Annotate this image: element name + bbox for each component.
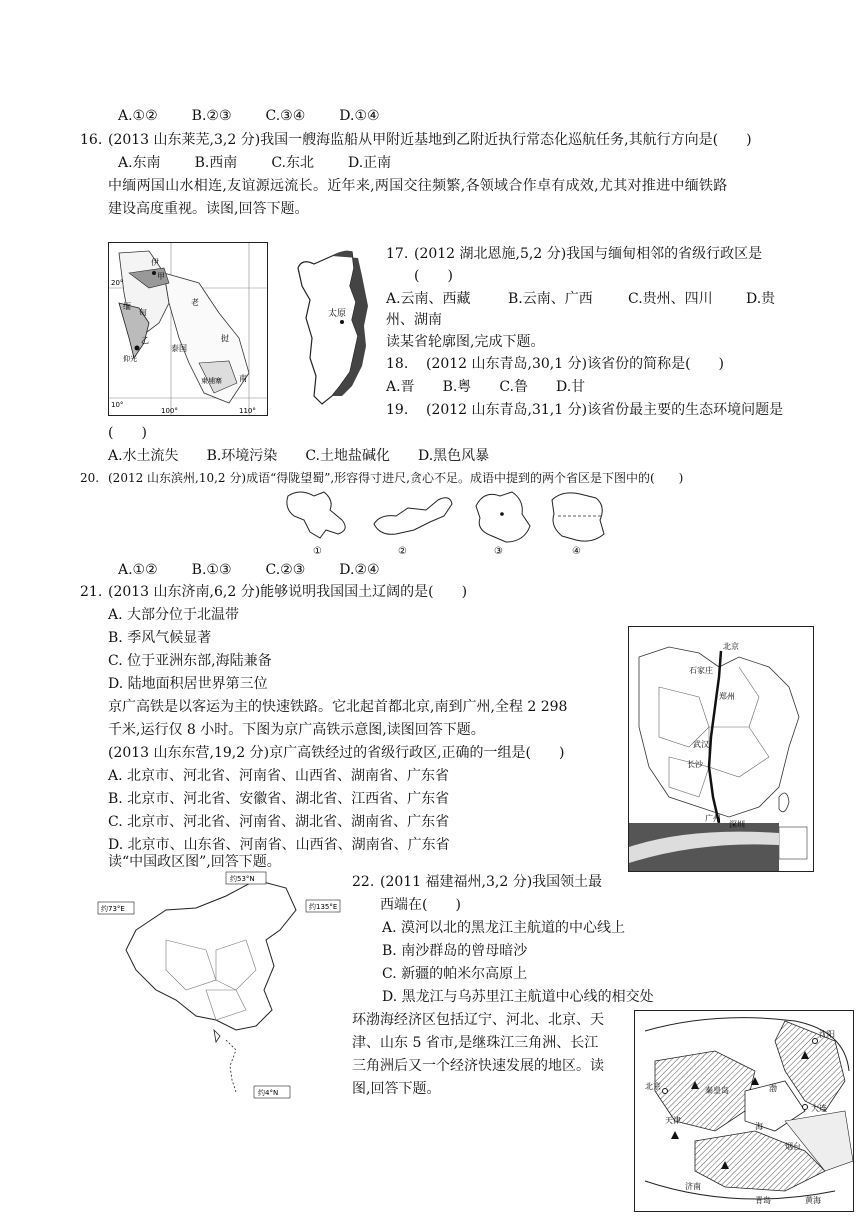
q20-options bbox=[118, 560, 414, 580]
label-135e: 约135°E bbox=[309, 903, 338, 911]
q20-text: (2012 山东滨州,10,2 分)成语“得陇望蜀”,形容得寸进尺,贪心不足。成语中提到的两个省区是下图中的( ) bbox=[108, 471, 684, 485]
tick-110: 110° bbox=[239, 407, 256, 415]
option-a[interactable]: A.①② bbox=[118, 562, 158, 578]
q18-options bbox=[386, 377, 619, 397]
option-c[interactable]: C.②③ bbox=[265, 562, 306, 578]
q21-option-b[interactable]: B. 季风气候显著 bbox=[108, 630, 212, 646]
q17-text: (2012 湖北恩施,5,2 分)我国与缅甸相邻的省级行政区是 bbox=[414, 246, 763, 262]
q19-options bbox=[108, 446, 523, 466]
option-b[interactable]: B.环境污染 bbox=[206, 448, 278, 464]
bohai-economic-zone-map bbox=[634, 1010, 854, 1212]
label-shijiazhuang: 石家庄 bbox=[689, 666, 713, 675]
q16-number: 16. bbox=[80, 132, 103, 148]
option-d[interactable]: D.甘 bbox=[555, 379, 586, 395]
option-a[interactable]: A.①② bbox=[118, 108, 158, 124]
q19-number: 19. bbox=[386, 402, 409, 418]
option-a[interactable]: A.云南、西藏 bbox=[386, 291, 471, 307]
shape-label-4: ④ bbox=[572, 546, 581, 557]
shanxi-outline-map bbox=[292, 246, 376, 412]
intro-bohai-line3: 三角洲后又一个经济快速发展的地区。读 bbox=[352, 1058, 604, 1074]
label-beijing: 北京 bbox=[645, 1082, 661, 1091]
option-c[interactable]: C.贵州、四川 bbox=[628, 291, 713, 307]
q17-options-line2: 州、湖南 bbox=[386, 312, 442, 328]
southeast-asia-map bbox=[108, 242, 268, 416]
option-a[interactable]: A.晋 bbox=[386, 379, 415, 395]
china-political-map bbox=[96, 870, 342, 1102]
jingguang-rail-map bbox=[628, 626, 814, 872]
option-d[interactable]: D.黑色风暴 bbox=[417, 448, 490, 464]
label-73e: 约73°E bbox=[101, 905, 125, 913]
map-label-yangon: 仰光 bbox=[123, 355, 137, 363]
q17-number: 17. bbox=[386, 246, 409, 262]
map-label-mian: 缅 bbox=[123, 302, 131, 311]
intro-myanmar-line1: 中缅两国山水相连,友谊源远流长。近年来,两国交往频繁,各领域合作卓有成效,尤其对推进中缅铁路 bbox=[108, 178, 728, 194]
option-d[interactable]: D.②④ bbox=[339, 562, 380, 578]
label-qingdao: 青岛 bbox=[755, 1196, 771, 1205]
map-label-lao: 老 bbox=[191, 298, 199, 307]
label-hai: 海 bbox=[755, 1122, 763, 1131]
label-beijing: 北京 bbox=[723, 642, 739, 651]
intro-province: 读某省轮廓图,完成下题。 bbox=[386, 334, 545, 350]
map-label-yi: 伊 bbox=[151, 258, 159, 267]
option-c[interactable]: C.鲁 bbox=[499, 379, 528, 395]
map-label-thailand: 泰国 bbox=[171, 344, 187, 353]
label-bo: 渤 bbox=[769, 1084, 777, 1093]
option-b[interactable]: B.①③ bbox=[191, 562, 232, 578]
map-label-dian: 甸 bbox=[139, 308, 147, 317]
prev-question-options bbox=[118, 106, 414, 126]
q20-number: 20. bbox=[80, 471, 100, 485]
label-wuhan: 武汉 bbox=[693, 740, 709, 749]
option-c[interactable]: C.土地盐碱化 bbox=[305, 448, 390, 464]
intro-china: 读“中国政区图”,回答下题。 bbox=[108, 854, 281, 870]
q22-text-line2: 西端在( ) bbox=[380, 897, 461, 913]
label-tianjin: 天津 bbox=[665, 1116, 681, 1125]
q21-option-a[interactable]: A. 大部分位于北温带 bbox=[108, 607, 240, 623]
label-53n: 约53°N bbox=[230, 875, 255, 883]
city-taiyuan: 太原 bbox=[328, 309, 347, 319]
option-b[interactable]: B.云南、广西 bbox=[508, 291, 593, 307]
label-zhengzhou: 郑州 bbox=[719, 692, 735, 701]
shape-label-2: ② bbox=[398, 546, 407, 557]
shape-label-3: ③ bbox=[494, 546, 503, 557]
q22-text-line1: (2011 福建福州,3,2 分)我国领土最 bbox=[380, 874, 603, 890]
option-b[interactable]: B.西南 bbox=[194, 155, 238, 171]
label-yantai: 烟台 bbox=[785, 1142, 801, 1151]
option-c[interactable]: C.东北 bbox=[271, 155, 314, 171]
q18-number: 18. bbox=[386, 356, 409, 372]
q21-option-d[interactable]: D. 陆地面积居世界第三位 bbox=[108, 676, 268, 692]
rail-question-text: (2013 山东东营,19,2 分)京广高铁经过的省级行政区,正确的一组是( ) bbox=[108, 745, 565, 761]
tick-100: 100° bbox=[161, 407, 178, 415]
map-label-jia: 甲 bbox=[157, 272, 165, 281]
label-jinan: 济南 bbox=[685, 1182, 701, 1191]
intro-rail-line1: 京广高铁是以客运为主的快速铁路。它北起首都北京,南到广州,全程 2 298 bbox=[108, 699, 568, 715]
label-qinhuangdao: 秦皇岛 bbox=[705, 1086, 729, 1095]
label-4n: 约4°N bbox=[258, 1089, 279, 1097]
option-a[interactable]: A.东南 bbox=[118, 155, 161, 171]
label-guangzhou: 广州 bbox=[705, 814, 721, 823]
intro-bohai-line4: 图,回答下题。 bbox=[352, 1081, 441, 1097]
q22-option-c[interactable]: C. 新疆的帕米尔高原上 bbox=[382, 966, 528, 982]
intro-bohai-line1: 环渤海经济区包括辽宁、河北、北京、天 bbox=[352, 1012, 604, 1028]
q19-blank[interactable]: ( ) bbox=[108, 425, 147, 441]
q22-option-b[interactable]: B. 南沙群岛的曾母暗沙 bbox=[382, 943, 528, 959]
q22-option-a[interactable]: A. 漠河以北的黑龙江主航道的中心线上 bbox=[382, 920, 626, 936]
option-c[interactable]: C.③④ bbox=[265, 108, 306, 124]
rail-option-a[interactable]: A. 北京市、河北省、河南省、山西省、湖南省、广东省 bbox=[108, 768, 450, 784]
map-label-yi2: 乙 bbox=[141, 336, 149, 345]
label-dalian: 大连 bbox=[811, 1104, 827, 1113]
label-changsha: 长沙 bbox=[687, 760, 703, 769]
tick-20: 20° bbox=[111, 279, 124, 287]
q21-text: (2013 山东济南,6,2 分)能够说明我国国土辽阔的是( ) bbox=[108, 584, 468, 600]
option-d[interactable]: D.正南 bbox=[347, 155, 392, 171]
q16-text: (2013 山东莱芜,3,2 分)我国一艘海监船从甲附近基地到乙附近执行常态化巡航任务,其航行方向是( ) bbox=[108, 132, 752, 148]
tick-10: 10° bbox=[111, 401, 124, 409]
q18-text: (2012 山东青岛,30,1 分)该省份的简称是( ) bbox=[426, 356, 724, 372]
q22-option-d[interactable]: D. 黑龙江与乌苏里江主航道中心线的相交处 bbox=[382, 989, 654, 1005]
option-b[interactable]: B.粤 bbox=[442, 379, 472, 395]
intro-rail-line2: 千米,运行仅 8 小时。下图为京广高铁示意图,读图回答下题。 bbox=[108, 722, 485, 738]
map-label-cambodia: 柬埔寨 bbox=[201, 377, 222, 385]
q19-text: (2012 山东青岛,31,1 分)该省份最主要的生态环境问题是 bbox=[426, 402, 784, 418]
map-label-wo: 挝 bbox=[221, 334, 229, 343]
rail-option-c[interactable]: C. 北京市、河北省、河南省、湖北省、湖南省、广东省 bbox=[108, 814, 450, 830]
q17-options-line1 bbox=[386, 289, 775, 309]
option-b[interactable]: B.②③ bbox=[191, 108, 232, 124]
q17-blank[interactable]: ( ) bbox=[414, 268, 453, 284]
option-d[interactable]: D.贵 bbox=[746, 291, 776, 307]
q16-options bbox=[118, 153, 425, 173]
map-label-nan: 南 bbox=[239, 374, 247, 383]
rail-option-b[interactable]: B. 北京市、河北省、安徽省、湖北省、江西省、广东省 bbox=[108, 791, 450, 807]
intro-bohai-line2: 津、山东 5 省市,是继珠江三角洲、长江 bbox=[352, 1035, 599, 1051]
q21-option-c[interactable]: C. 位于亚洲东部,海陆兼备 bbox=[108, 653, 272, 669]
label-shenyang: 沈阳 bbox=[819, 1030, 835, 1039]
intro-myanmar-line2: 建设高度重视。读图,回答下题。 bbox=[108, 201, 309, 217]
option-a[interactable]: A.水土流失 bbox=[108, 448, 179, 464]
label-huanghai: 黄海 bbox=[805, 1196, 821, 1205]
option-d[interactable]: D.①④ bbox=[339, 108, 380, 124]
q21-number: 21. bbox=[80, 584, 103, 600]
q22-number: 22. bbox=[352, 874, 375, 890]
label-shenzhen: 深圳 bbox=[729, 820, 745, 829]
shape-label-1: ① bbox=[313, 546, 322, 557]
province-shapes bbox=[280, 486, 620, 558]
rail-option-d[interactable]: D. 北京市、山东省、河南省、山西省、湖南省、广东省 bbox=[108, 837, 450, 853]
